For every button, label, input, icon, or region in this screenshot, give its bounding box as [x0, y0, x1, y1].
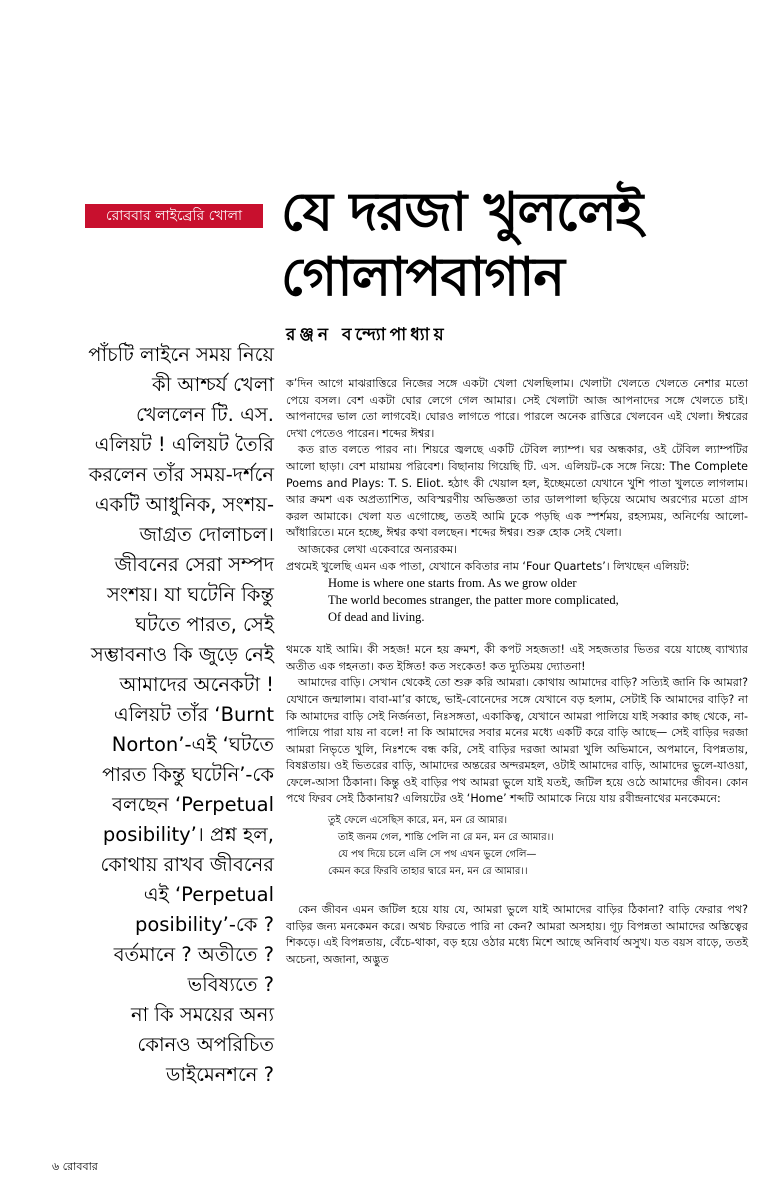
pull-quote-line: ভবিষ্যতে ?	[187, 973, 274, 996]
pull-quote-line: জাগ্রত দোলাচল।	[139, 523, 274, 546]
poem-line: Home is where one starts from. As we grow older	[328, 576, 577, 591]
body-paragraph: কত রাত বলতে পারব না। শিয়রে জ্বলছে একটি টেবিল ল্যাম্প। ঘর অন্ধকার, ওই টেবিল ল্যাম্পটির আলো ছাড়া। বেশ মায়াময় পরিবেশ। বিছানায় গিয়েছি টি. এস. এলিয়ট-কে সঙ্গে নিয়ে: The Complete Poems and Plays: T. S. Eliot. হঠাৎ কী খেয়াল হল, ইচ্ছেমতো যেখানে খুশি পাতা খুলতে লাগলাম। আর ক্রমশ এক অপ্রত্যাশিত, অবিস্মরণীয় অভিজ্ঞতা তার ডালপালা ছড়িয়ে অমোঘ অরণ্যের মতো গ্রাস করল আমাকে। খেলা যত এগোচ্ছে, ততই আমি ঢুকে পড়ছি এক স্পর্শময়, রহস্যময়, অনির্ণেয় আলো-আঁধারিতে। মনে হচ্ছে, ঈশ্বর কথা বলছেন। শব্দের ঈশ্বর। শুরু হোক সেই খেলা।	[286, 443, 748, 540]
article-body	[286, 376, 748, 968]
pull-quote-line: পারত কিন্তু ঘটেনি’-কে	[102, 763, 274, 786]
body-paragraph: কেন জীবন এমন জটিল হয়ে যায় যে, আমরা ভুলে যাই আমাদের বাড়ির ঠিকানা? বাড়ি ফেরার পথ? বাড়ির জন্য মনকেমন করে। অথচ ফিরতে পারি না কেন? আমরা অসহায়। গূঢ় বিপন্নতা আমাদের অস্তিত্বের শিকড়ে। এই বিপন্নতায়, বেঁচে-থাকা, বড় হয়ে ওঠার মধ্যে মিশে আছে অনিবার্য অসুখ। যত বয়স বাড়ে, ততই অচেনা, অজানা, অদ্ভুত	[286, 903, 748, 966]
poem-line: কেমন করে ফিরবি তাহার দ্বারে মন, মন রে আমার।।	[328, 866, 528, 878]
byline: রঞ্জন বন্দ্যোপাধ্যায়	[286, 325, 448, 345]
pull-quote-line: সম্ভাবনাও কি জুড়ে নেই	[90, 643, 274, 666]
poem-line: Of dead and living.	[328, 610, 425, 625]
pull-quote-line: posibility’। প্রশ্ন হল,	[102, 823, 274, 846]
headline: যে দরজা খুললেই গোলাপবাগান	[281, 182, 643, 308]
pull-quote-line: Norton’-এই ‘ঘটতে	[111, 733, 274, 756]
pull-quote-line: এলিয়ট তাঁর ‘Burnt	[113, 703, 274, 726]
pull-quote-line: খেললেন টি. এস.	[136, 403, 274, 426]
pull-quote-line: ঘটতে পারত, সেই	[135, 613, 274, 636]
body-paragraph: প্রথমেই খুলেছি এমন এক পাতা, যেখানে কবিতার নাম ‘Four Quartets’। লিখছেন এলিয়ট:	[286, 559, 690, 573]
pull-quote-line: সংশয়। যা ঘটেনি কিন্তু	[106, 583, 274, 606]
pull-quote-line: posibility’-কে ?	[134, 913, 274, 936]
pull-quote-line: এই ‘Perpetual	[143, 883, 274, 906]
pull-quote-line: জীবনের সেরা সম্পদ	[114, 553, 274, 576]
pull-quote-line: বলছেন ‘Perpetual	[112, 793, 274, 816]
pull-quote-line: ডাইমেনশনে ?	[165, 1063, 274, 1086]
pull-quote-line: পাঁচটি লাইনে সময় নিয়ে	[88, 343, 274, 366]
poem-quote-english	[328, 575, 748, 626]
pull-quote-line: একটি আধুনিক, সংশয়-	[94, 493, 274, 516]
pull-quote-line: করলেন তাঁর সময়-দর্শনে	[88, 463, 274, 486]
section-tag: রোববার লাইব্রেরি খোলা	[85, 204, 263, 228]
pull-quote	[52, 340, 274, 1090]
poem-quote-bengali	[328, 812, 748, 880]
pull-quote-line: কী আশ্চর্য খেলা	[152, 373, 274, 396]
poem-line: তাই জনম গেল, শান্তি পেলি না রে মন, মন রে আমার।।	[338, 832, 554, 844]
body-paragraph: আমাদের বাড়ি। সেখান থেকেই তো শুরু করি আমরা। কোথায় আমাদের বাড়ি? সত্যিই জানি কি আমরা? যেখানে জন্মালাম। বাবা-মা’র কাছে, ভাই-বোনেদের সঙ্গে যেখানে বড় হলাম, সেটাই কি আমাদের বাড়ি? না কি আমাদের বাড়ি সেই নির্জনতা, নিঃসঙ্গতা, একাকিত্ব, যেখানে আমরা পালিয়ে যাই সব্বার কাছ থেকে, না-পালিয়ে পারা যায় না বলে! না কি আমাদের সবার মনের মধ্যে একটি করে বাড়ি আছে— সেই বাড়ির দরজা আমরা নিভৃতে খুলি, নিঃশব্দে বন্ধ করি, সেই বাড়ির দরজা আমরা খুলি অভিমানে, অপমানে, বিপন্নতায়, বিষণ্ণতায়। ওই ভিতরের বাড়ি, আমাদের অন্তরের অন্দরমহল, ওটাই আমাদের বাড়ি, আমাদের ভুলে-যাওয়া, ফেলে-আসা ঠিকানা। কিন্তু ওই বাড়ির পথ আমরা ভুলে যাই যতই, জটিল হয়ে ওঠে আমাদের জীবন। কোন পথে ফিরব সেই ঠিকানায়? এলিয়টের ওই ‘Home’ শব্দটি আমাকে নিয়ে যায় রবীন্দ্রনাথের মনকেমনে:	[286, 676, 748, 806]
poem-line: The world becomes stranger, the patter more complicated,	[328, 593, 619, 608]
body-paragraph: আজকের লেখা একেবারে অন্যরকম।	[298, 542, 458, 556]
pull-quote-line: কোনও অপরিচিত	[137, 1033, 274, 1056]
page-folio: ৬ রোববার	[52, 1160, 98, 1173]
pull-quote-line: কোথায় রাখব জীবনের	[100, 853, 274, 876]
body-paragraph: থমকে যাই আমি। কী সহজ! মনে হয় ক্রমশ, কী কপট সহজতা! এই সহজতার ভিতর বয়ে যাচ্ছে ব্যাখ্যার অতীত এক গহনতা। কত ইঙ্গিত! কত সংকেত! কত দ্যুতিময় দ্যোতনা!	[286, 643, 748, 673]
pull-quote-line: এলিয়ট ! এলিয়ট তৈরি	[94, 433, 274, 456]
poem-line: তুই ফেলে এসেছিস কারে, মন, মন রে আমার।	[328, 815, 508, 827]
poem-line: যে পথ দিয়ে চলে এলি সে পথ এখন ভুলে গেলি—	[338, 849, 537, 861]
pull-quote-line: বর্তমানে ? অতীতে ?	[113, 943, 274, 966]
pull-quote-line: না কি সময়ের অন্য	[130, 1003, 274, 1026]
pull-quote-line: আমাদের অনেকটা !	[119, 673, 274, 696]
body-paragraph: ক’দিন আগে মাঝরাত্তিরে নিজের সঙ্গে একটা খেলা খেলছিলাম। খেলাটা খেলতে খেলতে নেশার মতো পেয়ে বসল। বেশ একটা ঘোর লেগে গেল আমার। সেই খেলাটা আজ আপনাদের সঙ্গে খেলতে চাই। আপনাদের ভাল তো লাগবেই। ঘোরও লাগতে পারে। পারলে অনেক রাত্তিরে খেলবেন এই খেলা। ঈশ্বরের দেখা পেতেও পারেন। শব্দের ঈশ্বর।	[286, 377, 748, 440]
